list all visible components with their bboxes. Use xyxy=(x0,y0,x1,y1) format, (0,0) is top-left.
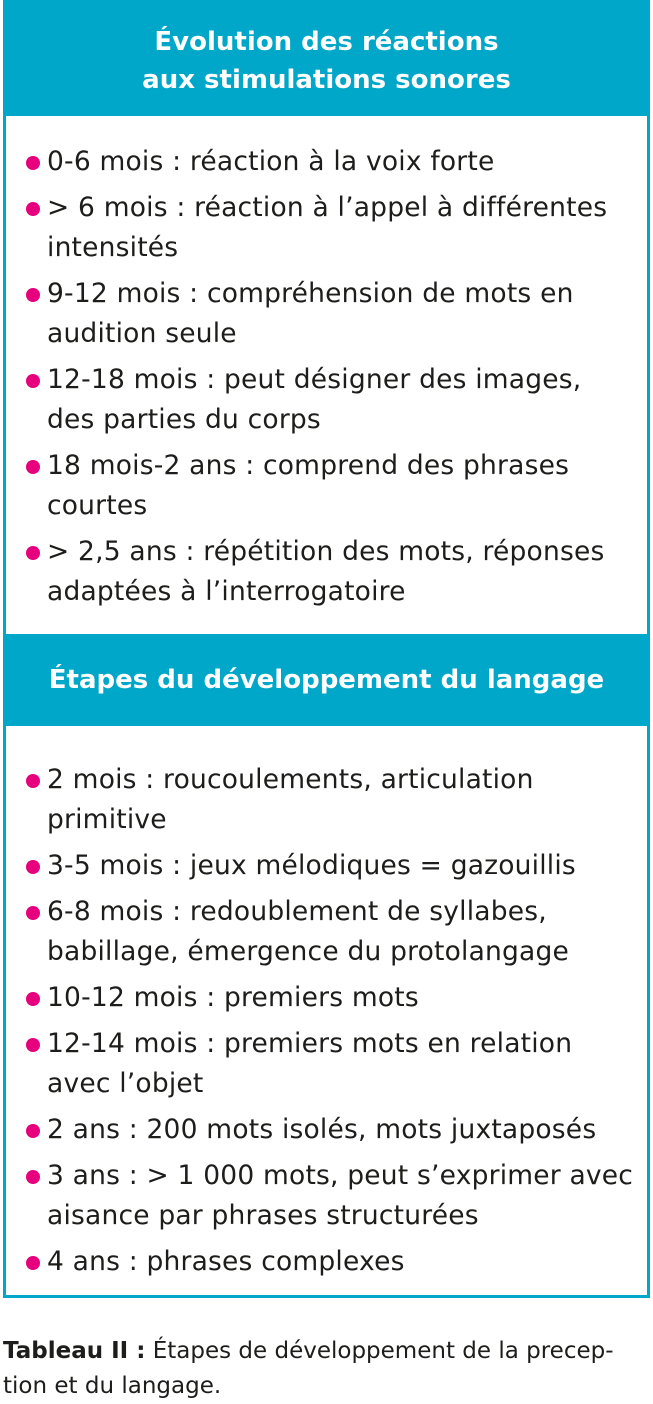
bullet-icon xyxy=(26,288,40,302)
bullet-icon xyxy=(26,156,40,170)
bullet-icon xyxy=(26,460,40,474)
section-header-language xyxy=(6,634,647,726)
list-item xyxy=(6,360,647,440)
list-item-text: 0-6 mois : réaction à la voix forte xyxy=(47,146,495,177)
list-item xyxy=(6,1110,647,1150)
bullet-icon xyxy=(26,1038,40,1052)
list-item xyxy=(6,142,647,182)
list-item-text: 10-12 mois : premiers mots xyxy=(47,982,419,1013)
language-list xyxy=(6,726,647,1282)
list-item xyxy=(6,1156,647,1236)
list-item-text: 2 ans : 200 mots isolés, mots juxtaposés xyxy=(47,1114,597,1145)
list-item-text: 12-14 mois : premiers mots en relation avec l’objet xyxy=(47,1028,573,1099)
bullet-icon xyxy=(26,1256,40,1270)
section-title-line-2: aux stimulations sonores xyxy=(142,65,511,95)
bullet-icon xyxy=(26,774,40,788)
list-item-text: 4 ans : phrases complexes xyxy=(47,1246,405,1277)
list-item-text: 3-5 mois : jeux mélodiques = gazouillis xyxy=(47,850,576,881)
list-item-text: > 2,5 ans : répétition des mots, réponses adaptées à l’interrogatoire xyxy=(47,536,605,607)
list-item-text: > 6 mois : réaction à l’appel à différentes intensités xyxy=(47,192,608,263)
list-item xyxy=(6,446,647,526)
bullet-icon xyxy=(26,202,40,216)
list-item-text: 2 mois : roucoulements, articulation primitive xyxy=(47,764,534,835)
bullet-icon xyxy=(26,906,40,920)
caption-label: Tableau II : xyxy=(3,1338,146,1364)
bullet-icon xyxy=(26,860,40,874)
list-item-text: 3 ans : > 1 000 mots, peut s’exprimer avec aisance par phrases structurées xyxy=(47,1160,634,1231)
reactions-list xyxy=(6,116,647,634)
list-item xyxy=(6,760,647,840)
section-title: Étapes du développement du langage xyxy=(48,665,605,695)
caption-text: Étapes de développement de la preception et du langage. xyxy=(3,1338,614,1399)
bullet-icon xyxy=(26,374,40,388)
list-item xyxy=(6,1024,647,1104)
section-header-reactions xyxy=(6,3,647,116)
bullet-icon xyxy=(26,1170,40,1184)
list-item xyxy=(6,846,647,886)
bullet-icon xyxy=(26,546,40,560)
section-title-line-1: Évolution des réactions xyxy=(154,27,499,57)
bullet-icon xyxy=(26,992,40,1006)
list-item-text: 6-8 mois : redoublement de syllabes, babillage, émergence du protolangage xyxy=(47,896,570,967)
list-item xyxy=(6,1242,647,1282)
list-item xyxy=(6,532,647,612)
list-item-text: 9-12 mois : compréhension de mots en audition seule xyxy=(47,278,574,349)
table-caption xyxy=(3,1334,648,1404)
list-item xyxy=(6,978,647,1018)
list-item-text: 18 mois-2 ans : comprend des phrases courtes xyxy=(47,450,570,521)
list-item xyxy=(6,892,647,972)
bullet-icon xyxy=(26,1124,40,1138)
list-item xyxy=(6,188,647,268)
info-table xyxy=(3,0,650,1298)
list-item-text: 12-18 mois : peut désigner des images, des parties du corps xyxy=(47,364,582,435)
list-item xyxy=(6,274,647,354)
